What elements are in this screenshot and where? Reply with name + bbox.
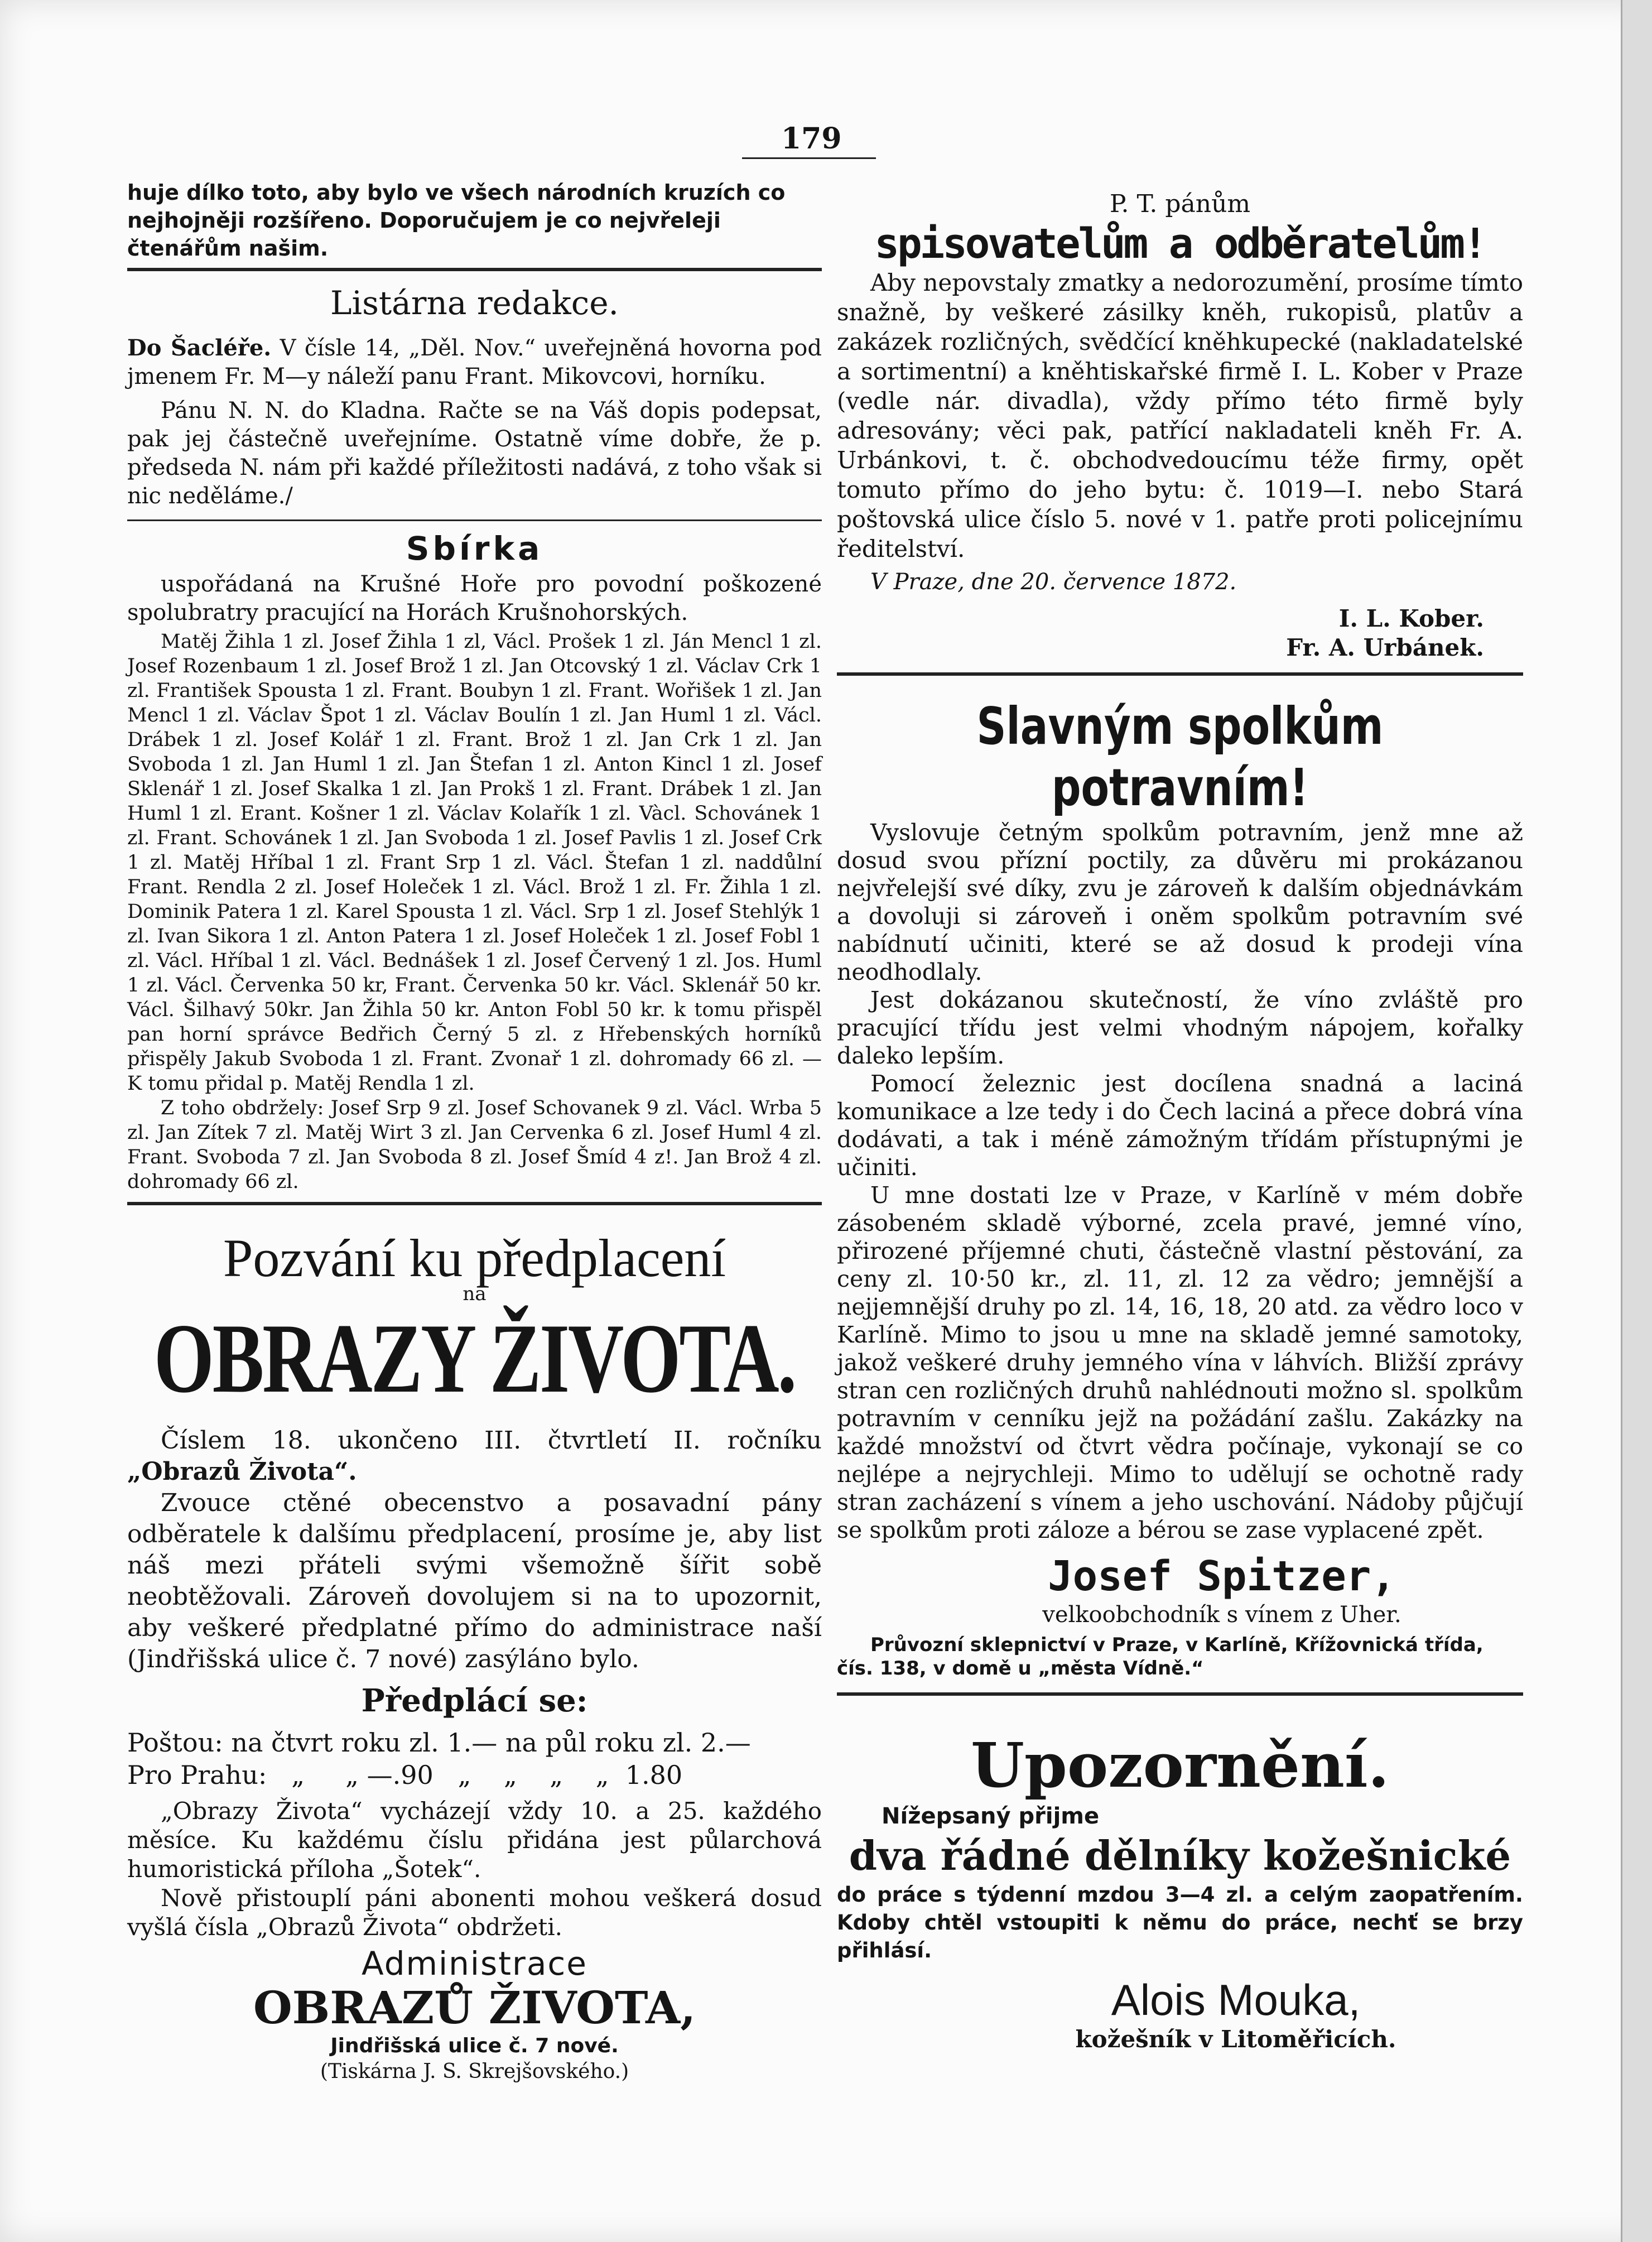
divider bbox=[127, 1202, 822, 1205]
spitzer-p2: Jest dokázanou skutečností, že víno zvláště pro pracující třídu jest velmi vhodným nápojem, kořalky daleko lepším. bbox=[837, 987, 1523, 1069]
listarna-heading: Listárna redakce. bbox=[330, 284, 619, 322]
intro-text: huje dílko toto, aby bylo ve všech národních kruzích co nejhojněji rozšířeno. Doporučujem je co nejvřeleji čtenářům našim. bbox=[127, 180, 786, 261]
kober-body: Aby nepovstaly zmatky a nedorozumění, prosíme tímto snažně, by veškeré zásilky kněh, rukopisů, platův a zakázek rozličných, svědčící kněhkupecké (nakladatelské a sortimentní) a kněhtiskařské firmě I. L. Kober v Praze (vedle nár. divadla), vždy přímo této firmě byly adresovány; věci pak, patřící nakladateli kněh Fr. A. Urbánkovi, t. č. obchodvedoucímu téže firmy, opět tomuto přímo do jeho bytu: č. 1019—I. nebo Stará poštovská ulice číslo 5. nové v 1. patře proti policejnímu ředitelství. bbox=[837, 269, 1523, 562]
admin-printer: (Tiskárna J. S. Skrejšovského.) bbox=[320, 2060, 629, 2083]
obrazy-p3: „Obrazy Života“ vycházejí vždy 10. a 25. každého měsíce. Ku každému číslu přidána jest půlarchová humoristická příloha „Šotek“. bbox=[127, 1797, 822, 1883]
listarna-p1-lead: Do Šacléře. bbox=[127, 335, 272, 361]
mouka-name: Alois Mouka, bbox=[1111, 1975, 1361, 2024]
obrazy-p1 bbox=[127, 1425, 822, 1488]
spitzer-name: Josef Spitzer, bbox=[1048, 1552, 1396, 1600]
spitzer-p4: U mne dostati lze v Praze, v Karlíně v mém dobře zásobeném skladě výborné, zcela pravé, jemné víno, přirozené příjemné chuti, částečně vlastní pěstování, za ceny zl. 10·50 kr., zl. 11, zl. 12 za vědro; jemnější a nejjemnější druhy po zl. 14, 16, 18, 20 atd. za vědro loco v Karlíně. Mimo to jsou u mne na skladě jemné samotoky, jakož veškeré druhy jemného vína v láhvích. Bližší zprávy stran cen rozličných druhů nahlédnouti možno sl. spolkům potravním v cenníku jejž na požádání zašlu. Zakázky na každé množství od čtvrt vědra počínaje, vykonají se co nejlépe a nejrychleji. Mimo to udělují se ochotně rady stran zacházení s vínem a jeho uschování. Nádoby půjčují se spolkům proti záloze a bérou se zase vyplacené zpět. bbox=[837, 1182, 1523, 1543]
obrazy-na: na bbox=[463, 1283, 487, 1305]
sbirka-subtitle: uspořádaná na Krušné Hoře pro povodní poškozené spolubratry pracující na Horách Krušnohorských. bbox=[127, 571, 822, 626]
mouka-offer: dva řádné dělníky kožešnické bbox=[849, 1832, 1511, 1879]
predplaci-heading: Předplácí se: bbox=[361, 1682, 588, 1719]
sbirka-heading: Sbírka bbox=[406, 530, 543, 567]
kober-salutation: P. T. pánům bbox=[1109, 190, 1251, 218]
admin-address: Jindřišská ulice č. 7 nové. bbox=[330, 2034, 619, 2057]
price-posta: Poštou: na čtvrt roku zl. 1.— na půl roku zl. 2.— bbox=[127, 1728, 751, 1758]
obrazy-p1-b: „Obrazů Života“. bbox=[127, 1457, 357, 1486]
page-edge bbox=[1621, 0, 1652, 2242]
left-column bbox=[127, 179, 822, 2085]
obrazy-p2: Zvouce ctěné obecenstvo a posavadní pány odběratele k dalšímu předplacení, prosíme je, aby list náš mezi přáteli svými všemožně šířit sobě neobtěžovali. Zároveň dovolujem si na to upozornit, aby veškeré předplatné přímo do administrace naší (Jindřišská ulice č. 7 nové) zasýláno bylo. bbox=[127, 1489, 822, 1673]
kober-date: V Praze, dne 20. července 1872. bbox=[870, 569, 1237, 595]
spitzer-role: velkoobchodník s vínem z Uher. bbox=[1042, 1602, 1401, 1628]
price-praha: Pro Prahu: „ „ —.90 „ „ „ „ 1.80 bbox=[127, 1760, 683, 1790]
kober-signature-1: I. L. Kober. bbox=[1338, 605, 1484, 632]
mouka-body: do práce s týdenní mzdou 3—4 zl. a celým zaopatřením. Kdoby chtěl vstoupiti k němu do práce, nechť se brzy přihlásí. bbox=[837, 1883, 1523, 1962]
page-number: 179 bbox=[781, 122, 842, 156]
divider bbox=[127, 519, 822, 521]
divider bbox=[127, 268, 822, 271]
spitzer-p3: Pomocí železnic jest docílena snadná a laciná komunikace a lze tedy i do Čech laciná a přece dobrá vína dodávati, a tak i méně zámožným třídám přístupnými je učiniti. bbox=[837, 1070, 1523, 1181]
listarna-p1-body: V čísle 14, „Děl. Nov.“ uveřejněná hovorna pod jmenem Fr. M—y náleží panu Frant. Mikovcovi, horníku. bbox=[127, 335, 822, 389]
spitzer-p1: Vyslovuje četným spolkům potravním, jenž mne až dosud svou přízní poctily, za důvěru mi prokázanou nejvřelejší své díky, zvu je zároveň k dalším objednávkám a dovoluji si zároveň i oněm spolkům potravním své nabídnutí učiniti, které se až dosud k prodeji vína neodhodlaly. bbox=[837, 819, 1523, 985]
admin-label: Administrace bbox=[362, 1945, 587, 1983]
sbirka-donor-list: Matěj Žihla 1 zl. Josef Žihla 1 zl, Václ. Prošek 1 zl. Ján Mencl 1 zl. Josef Rozenbaum 1 zl. Josef Brož 1 zl. Jan Otcovský 1 zl. Václav Crk 1 zl. František Spousta 1 zl. Frant. Boubyn 1 zl. Frant. Wořišek 1 zl. Jan Mencl 1 zl. Václav Špot 1 zl. Václav Boulín 1 zl. Jan Huml 1 zl. Václ. Drábek 1 zl. Josef Kolář 1 zl. Frant. Brož 1 zl. Jan Crk 1 zl. Jan Svoboda 1 zl. Jan Huml 1 zl. Jan Štefan 1 zl. Anton Kincl 1 zl. Josef Sklenář 1 zl. Josef Skalka 1 zl. Jan Prokš 1 zl. Frant. Drábek 1 zl. Jan Huml 1 zl. Erant. Košner 1 zl. Václav Kolařík 1 zl. Vàcl. Schovánek 1 zl. Frant. Schovánek 1 zl. Jan Svoboda 1 zl. Josef Pavlis 1 zl. Josef Crk 1 zl. Matěj Hříbal 1 zl. Frant Srp 1 zl. Václ. Štefan 1 zl. naddůlní Frant. Rendla 2 zl. Josef Holeček 1 zl. Václ. Brož 1 zl. Fr. Žihla 1 zl. Dominik Patera 1 zl. Karel Spousta 1 zl. Václ. Srp 1 zl. Josef Stehlýk 1 zl. Ivan Sikora 1 zl. Anton Patera 1 zl. Josef Holeček 1 zl. Josef Fobl 1 zl. Václ. Hříbal 1 zl. Václ. Bednášek 1 zl. Josef Červený 1 zl. Jos. Huml 1 zl. Václ. Červenka 50 kr, Frant. Červenka 50 kr. Václ. Sklenář 50 kr. Václ. Šilhavý 50kr. Jan Žihla 50 kr. Anton Fobl 50 kr. k tomu přispěl pan horní správce Bedřich Černý 5 zl. z Hřebenských horníků přispěly Jakub Svoboda 1 zl. Frant. Zvonař 1 zl. dohromady 66 zl. — K tomu přidal p. Matěj Rendla 1 zl. bbox=[127, 631, 822, 1095]
spitzer-heading: Slavným spolkům potravním! bbox=[976, 696, 1384, 817]
divider bbox=[837, 1692, 1523, 1696]
sbirka-distribution: Z toho obdržely: Josef Srp 9 zl. Josef Schovanek 9 zl. Václ. Wrba 5 zl. Jan Zítek 7 zl. Matěj Wirt 3 zl. Jan Cervenka 6 zl. Josef Huml 4 zl. Frant. Svoboda 7 zl. Jan Svoboda 8 zl. Josef Šmíd 4 z!. Jan Brož 4 zl. dohromady 66 zl. bbox=[127, 1097, 822, 1193]
kober-signature-2: Fr. A. Urbánek. bbox=[1286, 634, 1484, 661]
obrazy-p1-a: Číslem 18. ukončeno III. čtvrtletí II. ročníku bbox=[161, 1426, 822, 1455]
mouka-subheading: Nížepsaný přijme bbox=[882, 1803, 1100, 1829]
mouka-role: kožešník v Litoměřicích. bbox=[1075, 2026, 1396, 2053]
mouka-heading: Upozornění. bbox=[970, 1729, 1390, 1801]
page-number-rule bbox=[742, 157, 876, 159]
obrazy-title: OBRAZY ŽIVOTA. bbox=[153, 1303, 796, 1413]
divider bbox=[837, 672, 1523, 676]
obrazy-invite-heading: Pozvání ku předplacení bbox=[223, 1228, 726, 1288]
admin-name: OBRAZŮ ŽIVOTA, bbox=[253, 1981, 696, 2034]
right-column bbox=[837, 179, 1523, 2054]
listarna-p2: Pánu N. N. do Kladna. Račte se na Váš dopis podepsat, pak jej částečně uveřejníme. Ostatně víme dobře, že p. předseda N. nám při každé příležitosti nadává, z toho však si nic neděláme./ bbox=[127, 398, 822, 509]
obrazy-p4: Nově přistouplí páni abonenti mohou veškerá dosud vyšlá čísla „Obrazů Života“ obdržeti. bbox=[127, 1884, 822, 1941]
listarna-p1 bbox=[127, 334, 822, 391]
kober-heading: spisovatelům a odběratelům! bbox=[874, 220, 1486, 268]
spitzer-address: Průvozní sklepnictví v Praze, v Karlíně, Křížovnická třída, čís. 138, v domě u „města Vídně.“ bbox=[837, 1634, 1484, 1680]
